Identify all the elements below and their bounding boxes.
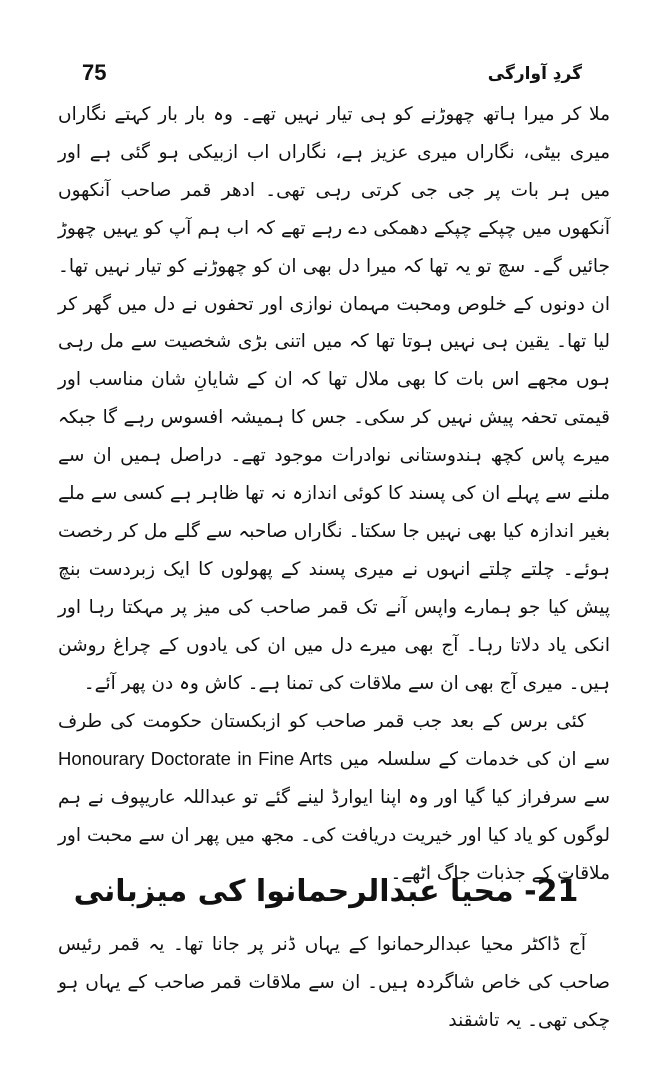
page-header xyxy=(60,60,592,94)
running-title: گردِ آوارگی xyxy=(487,64,582,84)
english-phrase: Honourary Doctorate in Fine Arts xyxy=(58,748,333,770)
section-heading xyxy=(60,862,592,922)
paragraph-2-text-end: سے سرفراز کیا گیا اور وہ اپنا ایوارڈ لینے گئے تو عبداللہ عاریپوف نے ہم لوگوں کو یاد کیا اور خیریت دریافت کی۔ مجھ میں پھر ان سے محبت اور ملاقات کے جذبات جاگ اٹھے۔ xyxy=(58,787,610,885)
paragraph-2-text-start: کئی برس کے بعد جب قمر صاحب کو ازبکستان حکومت کی طرف سے ان کی خدمات کے سلسلہ میں xyxy=(58,710,610,771)
paragraph-1: ملا کر میرا ہاتھ چھوڑنے کو ہی تیار نہیں تھے۔ وہ بار بار کہتے نگاراں میری بیٹی، نگاراں میری عزیز ہے، نگاراں اب ازبیکی ہو گئی ہے اور میں ہر بات پر جی جی کرتی رہی تھی۔ ادھر قمر صاحب آنکھوں آنکھوں میں چپکے چپکے دھمکی دے رہے تھے کہ اب ہم آپ کو یہیں چھوڑ جائیں گے۔ سچ تو یہ تھا کہ میرا دل بھی ان کو چھوڑنے کو تیار نہیں تھا۔ ان دونوں کے خلوص ومحبت مہمان نوازی اور تحفوں نے دل میں گھر کر لیا تھا۔ یقین ہی نہیں ہوتا تھا کہ میں اتنی بڑی شخصیت سے مل رہی ہوں مجھے اس بات کا بھی ملال تھا کہ ان کے شایانِ شان مناسب اور قیمتی تحفہ پیش نہیں کر سکی۔ جس کا ہمیشہ افسوس رہے گا جبکہ میرے پاس کچھ ہندوستانی نوادرات موجود تھے۔ دراصل ہمیں ان سے ملنے سے پہلے ان کی پسند کا کوئی اندازہ نہ تھا ظاہر ہے کسی سے ملے بغیر اندازہ کیا بھی نہیں جا سکتا۔ نگاراں صاحبہ سے گلے مل کر رخصت ہوئے۔ چلتے چلتے انہوں نے میری پسند کے پھولوں کا ایک زبردست بنچ پیش کیا جو ہمارے واپس آنے تک قمر صاحب کی میز پر مہکتا رہا اور انکی یاد دلاتا رہا۔ آج بھی میرے دل میں ان کی یادوں کے چراغ روشن ہیں۔ میری آج بھی ان سے ملاقات کی تمنا ہے۔ کاش وہ دن پھر آئے۔ xyxy=(58,104,610,694)
page-number: 75 xyxy=(82,60,107,85)
paragraph-3: آج ڈاکٹر محیا عبدالرحمانوا کے یہاں ڈنر پر جانا تھا۔ یہ قمر رئیس صاحب کی خاص شاگردہ ہیں۔ ان سے ملاقات قمر صاحب کے یہاں ہو چکی تھی۔ یہ تاشقند xyxy=(58,934,610,1031)
main-text xyxy=(58,96,610,893)
closing-text xyxy=(58,926,610,1040)
section-number: 21- xyxy=(524,874,579,909)
section-title: محیا عبدالرحمانوا کی میزبانی xyxy=(73,874,514,909)
